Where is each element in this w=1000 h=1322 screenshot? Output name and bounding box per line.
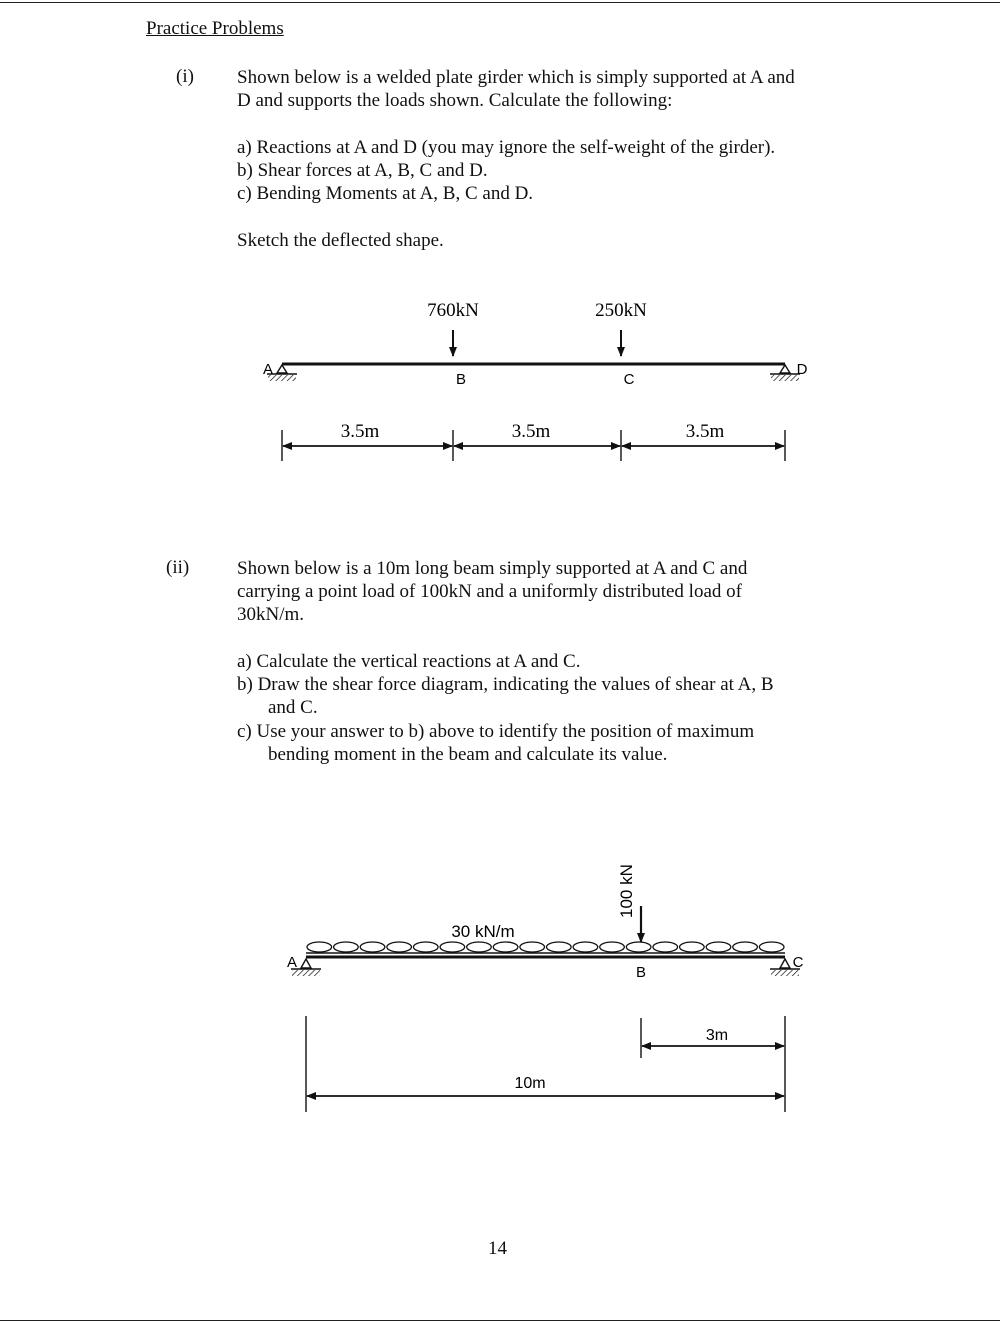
load-b-label: 760kN (427, 300, 479, 321)
point-load-label: 100 kN (617, 864, 636, 918)
label-c: C (623, 371, 635, 388)
udl-bump (573, 942, 598, 952)
figure-1-girder (263, 300, 808, 461)
label-b: B (455, 371, 467, 388)
udl-bump (680, 942, 705, 952)
problem-2-task-a: a) Calculate the vertical reactions at A and C. (237, 651, 581, 672)
dim-bc-label: 3m (705, 1027, 729, 1044)
problem-2-intro-line2: carrying a point load of 100kN and a uniformly distributed load of (237, 581, 742, 602)
problem-1-intro-line1: Shown below is a welded plate girder which is simply supported at A and (237, 67, 795, 88)
udl-bump (547, 942, 572, 952)
span2-label: 3.5m (511, 421, 551, 442)
label-b2: B (635, 964, 647, 981)
udl-bump (520, 942, 545, 952)
udl-bump (334, 942, 359, 952)
udl-bump (600, 942, 625, 952)
udl-bump (307, 942, 332, 952)
page-heading: Practice Problems (146, 18, 284, 39)
udl-bump (493, 942, 518, 952)
udl-bump (387, 942, 412, 952)
page-number: 14 (488, 1238, 507, 1259)
udl-label: 30 kN/m (451, 922, 515, 941)
udl-bump (759, 942, 784, 952)
label-a: A (262, 361, 274, 378)
span1-label: 3.5m (340, 421, 380, 442)
bottom-border (0, 1320, 1000, 1321)
problem-2-task-b-line2: and C. (268, 697, 318, 718)
udl-load-pattern (307, 942, 784, 952)
problem-2-task-c-line1: c) Use your answer to b) above to identify the position of maximum (237, 721, 755, 742)
problem-2-intro-line3: 30kN/m. (237, 604, 305, 625)
udl-bump (440, 942, 465, 952)
problem-1-number: (i) (176, 66, 194, 87)
problem-2-number: (ii) (166, 557, 190, 578)
udl-bump (653, 942, 678, 952)
problem-2-task-b-line1: b) Draw the shear force diagram, indicating the values of shear at A, B (237, 674, 774, 695)
label-a2: A (286, 954, 298, 971)
problem-2-intro-line1: Shown below is a 10m long beam simply supported at A and C and (237, 558, 748, 579)
label-d: D (796, 361, 808, 378)
udl-bump (626, 942, 651, 952)
problem-1-task-c: c) Bending Moments at A, B, C and D. (237, 183, 534, 204)
label-c2: C (792, 954, 804, 971)
problem-1-sketch-instruction: Sketch the deflected shape. (237, 230, 444, 251)
problem-1-task-a: a) Reactions at A and D (you may ignore the self-weight of the girder). (237, 137, 776, 158)
problem-2-task-c-line2: bending moment in the beam and calculate its value. (268, 744, 668, 765)
udl-bump (733, 942, 758, 952)
dim-total-label: 10m (514, 1075, 546, 1092)
support-d (770, 365, 800, 381)
span3-label: 3.5m (685, 421, 725, 442)
problem-1-task-b: b) Shear forces at A, B, C and D. (237, 160, 488, 181)
udl-bump (706, 942, 731, 952)
udl-bump (360, 942, 385, 952)
udl-bump (467, 942, 492, 952)
figure-2-beam (287, 864, 804, 1112)
problem-1-intro-line2: D and supports the loads shown. Calculate the following: (237, 90, 673, 111)
load-c-label: 250kN (595, 300, 647, 321)
udl-bump (413, 942, 438, 952)
